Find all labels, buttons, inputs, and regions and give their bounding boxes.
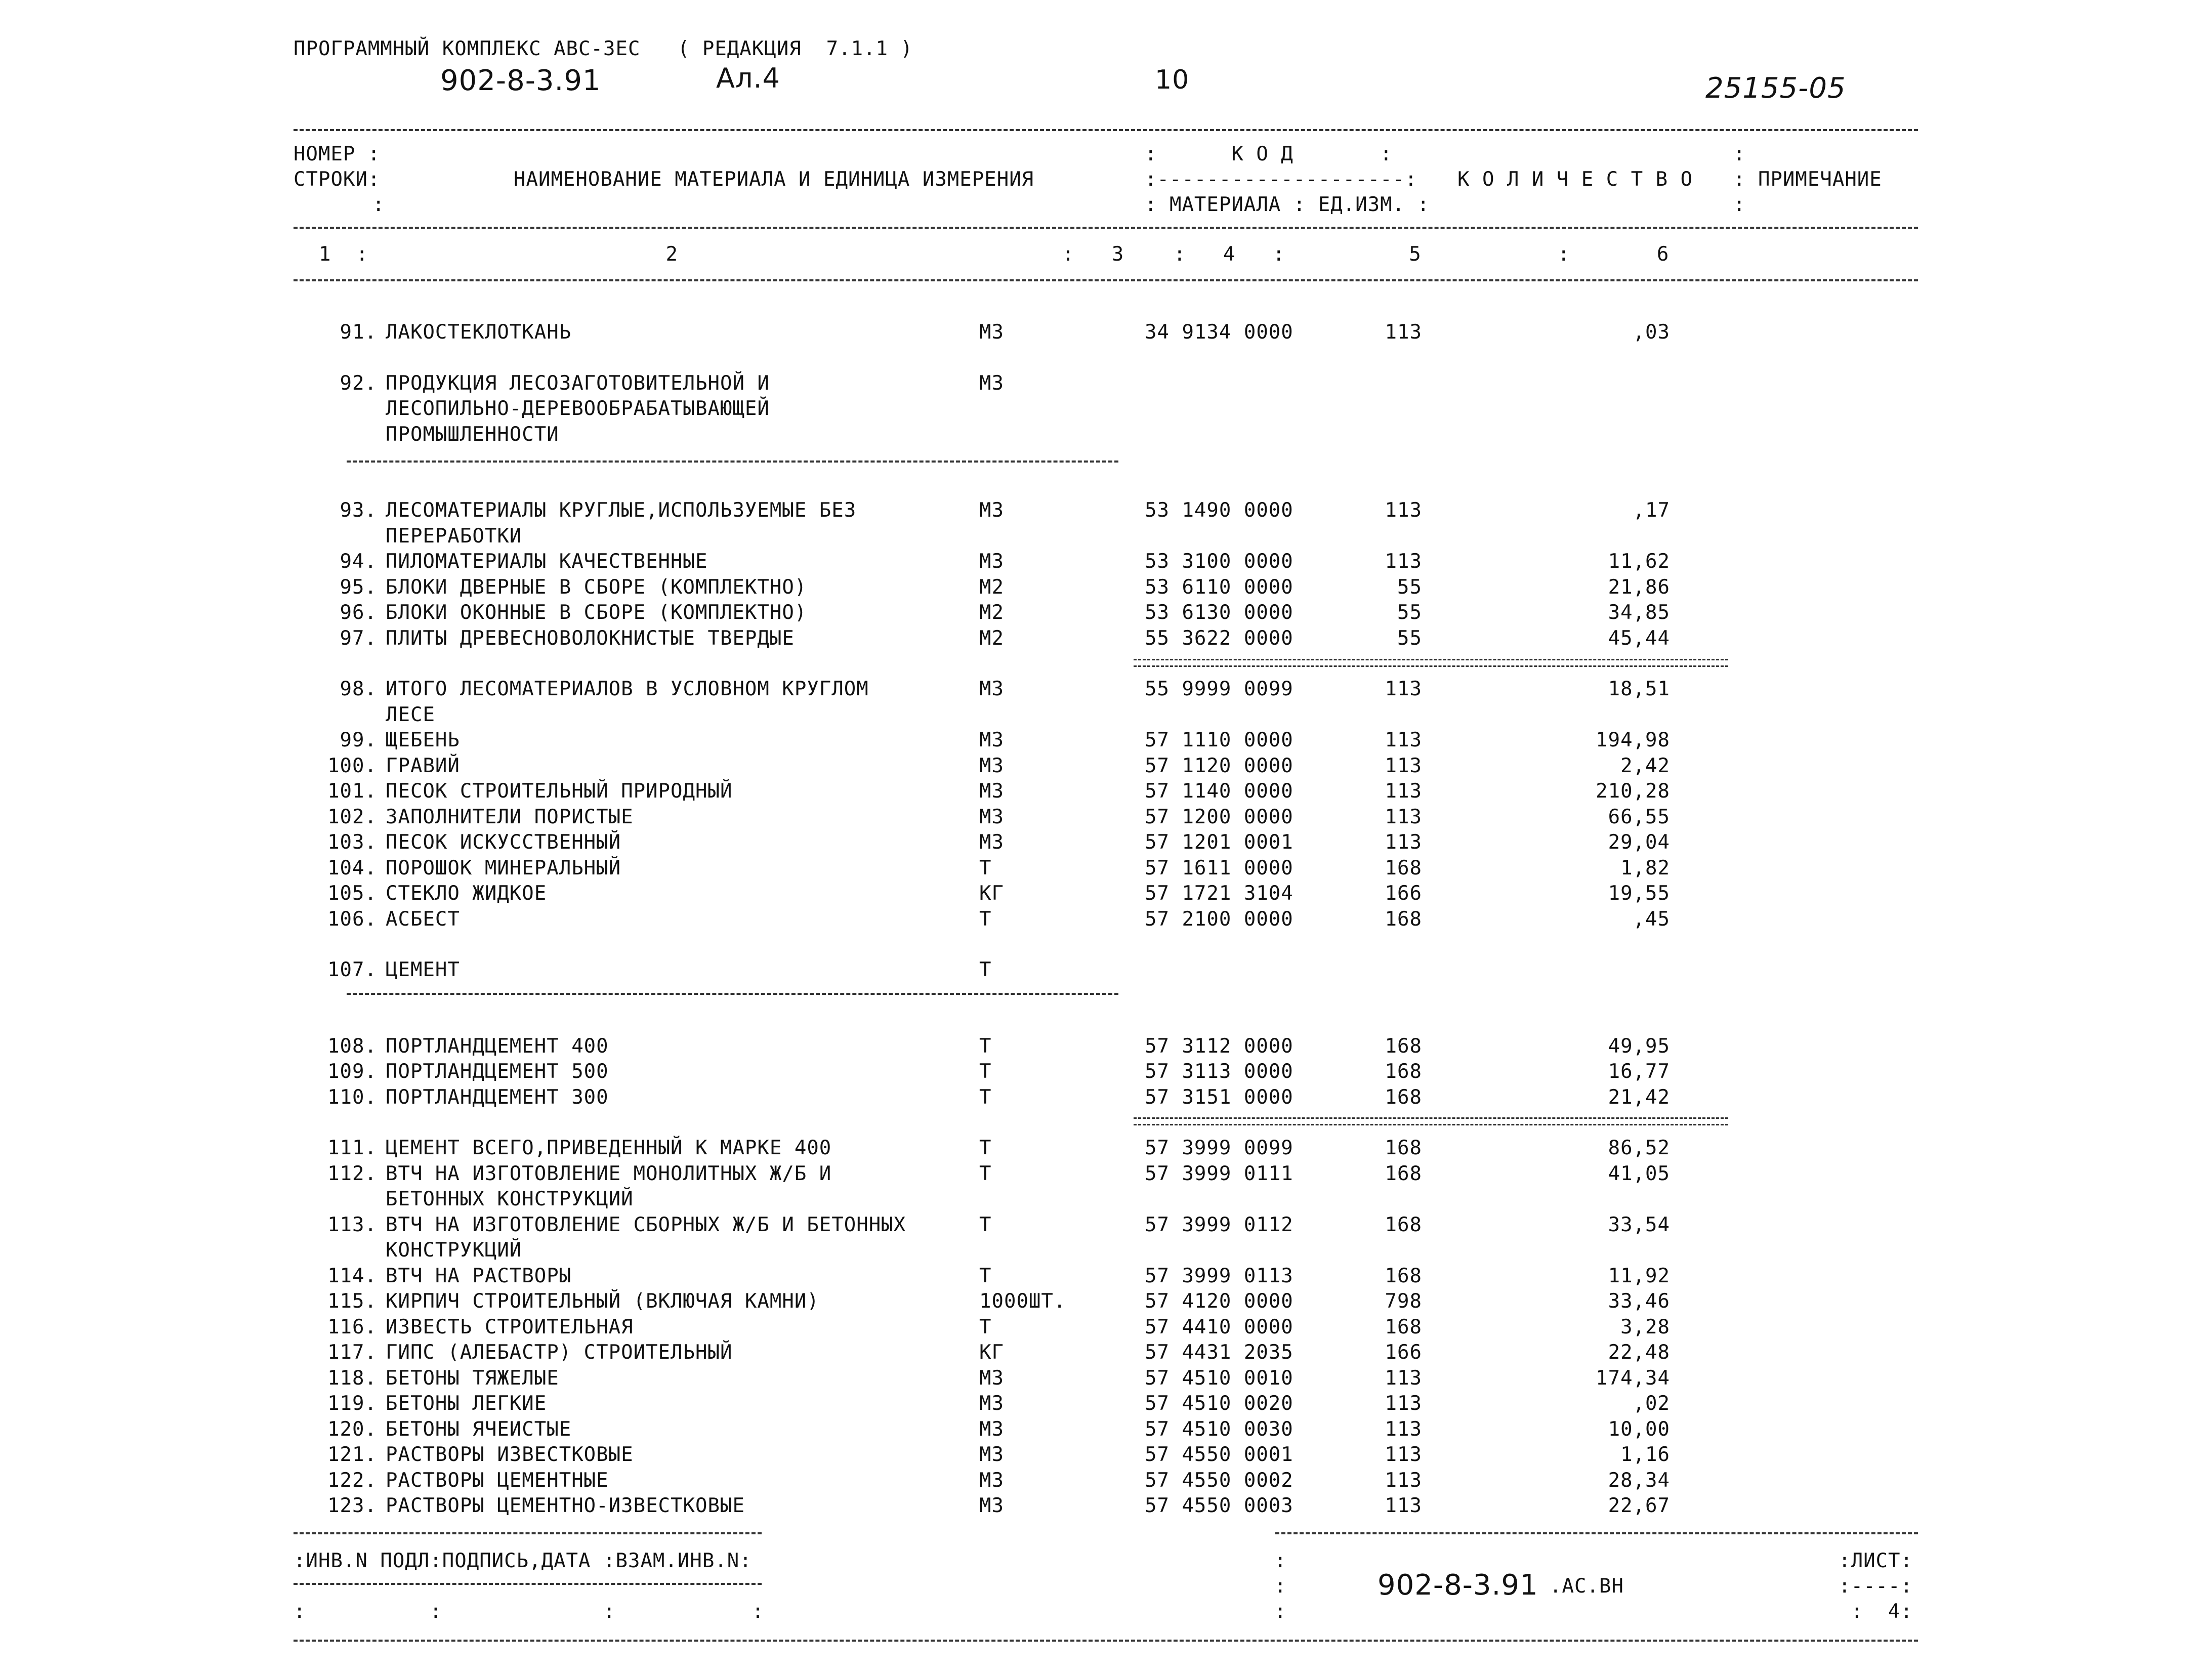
unit: Т (979, 1162, 992, 1185)
material-name: ЗАПОЛНИТЕЛИ ПОРИСТЫЕ (386, 805, 634, 828)
material-name: ПЕСОК СТРОИТЕЛЬНЫЙ ПРИРОДНЫЙ (386, 780, 733, 803)
unit-code: 168 (1385, 1264, 1422, 1287)
program-title: ПРОГРАММНЫЙ КОМПЛЕКС АВС-ЗЕС ( РЕДАКЦИЯ 7.1.1 ) (294, 37, 913, 60)
row-number: 104. (327, 856, 377, 880)
unit-code: 168 (1385, 1137, 1422, 1159)
unit: М3 (979, 780, 1004, 803)
row-number: 94. (340, 550, 377, 573)
material-name: ВТЧ НА ИЗГОТОВЛЕНИЕ СБОРНЫХ Ж/Б И БЕТОННЫХ (386, 1213, 906, 1236)
quantity: ,03 (1633, 321, 1670, 344)
unit-code: 113 (1385, 831, 1422, 854)
row-number: 106. (327, 907, 377, 931)
footer-right-top-rule (1275, 1532, 1918, 1534)
unit: М3 (979, 678, 1004, 700)
material-code: 53 6130 0000 (1145, 601, 1293, 624)
quantity: 18,51 (1608, 678, 1670, 700)
material-code: 57 4410 0000 (1145, 1315, 1293, 1338)
material-name: БЛОКИ ОКОННЫЕ В СБОРЕ (КОМПЛЕКТНО) (386, 601, 807, 624)
row-number: 96. (340, 601, 377, 624)
unit-code: 113 (1385, 1469, 1422, 1492)
material-name: ПИЛОМАТЕРИАЛЫ КАЧЕСТВЕННЫЕ (386, 550, 708, 573)
quantity: ,02 (1633, 1392, 1670, 1415)
material-name: ЛЕСЕ (386, 703, 435, 726)
section-rule (347, 461, 1118, 463)
material-code: 57 1201 0001 (1145, 831, 1293, 854)
material-code: 53 6110 0000 (1145, 575, 1293, 599)
material-code: 57 4431 2035 (1145, 1341, 1293, 1364)
quantity: 45,44 (1608, 626, 1670, 650)
quantity: 33,46 (1608, 1290, 1670, 1313)
row-number: 112. (327, 1162, 377, 1185)
quantity: 3,28 (1620, 1315, 1670, 1338)
unit: М3 (979, 831, 1004, 854)
unit-code: 168 (1385, 1034, 1422, 1058)
subtotal-double-rule (1134, 659, 1728, 667)
material-name: КОНСТРУКЦИЙ (386, 1239, 522, 1262)
material-name: ПРОМЫШЛЕННОСТИ (386, 423, 559, 446)
row-number: 91. (340, 321, 377, 344)
row-number: 101. (327, 780, 377, 803)
footer-doc-code-handwritten: 902-8-3.91 (1378, 1569, 1538, 1602)
material-name: ЦЕМЕНТ ВСЕГО,ПРИВЕДЕННЫЙ К МАРКЕ 400 (386, 1137, 832, 1159)
material-name: ЩЕБЕНЬ (386, 729, 460, 751)
material-name: РАСТВОРЫ ИЗВЕСТКОВЫЕ (386, 1443, 634, 1466)
material-code: 34 9134 0000 (1145, 321, 1293, 344)
quantity: 1,82 (1620, 856, 1670, 880)
unit: М3 (979, 1366, 1004, 1390)
quantity: 86,52 (1608, 1137, 1670, 1159)
unit: М3 (979, 1494, 1004, 1517)
quantity: 33,54 (1608, 1213, 1670, 1236)
material-code: 57 1110 0000 (1145, 729, 1293, 751)
quantity: 16,77 (1608, 1060, 1670, 1083)
unit: Т (979, 1213, 992, 1236)
section-rule (347, 993, 1118, 995)
code-header-line2: :--------------------: (1145, 168, 1417, 191)
material-name: ГИПС (АЛЕБАСТР) СТРОИТЕЛЬНЫЙ (386, 1341, 733, 1364)
footer-bottom-rule (294, 1640, 1918, 1642)
quantity: 1,16 (1620, 1443, 1670, 1466)
row-number: 99. (340, 729, 377, 751)
unit: М3 (979, 499, 1004, 522)
unit-code: 55 (1397, 601, 1422, 624)
stamp-number-handwritten: 25155-05 (1705, 72, 1846, 105)
material-code: 57 1721 3104 (1145, 882, 1293, 905)
quantity: 21,42 (1608, 1085, 1670, 1109)
row-number: 102. (327, 805, 377, 828)
unit: Т (979, 907, 992, 931)
code-header-line1: : К О Д : (1145, 143, 1393, 165)
material-code: 57 4510 0010 (1145, 1366, 1293, 1390)
row-number: 107. (327, 958, 377, 981)
row-number: 97. (340, 626, 377, 650)
material-name: ПОРТЛАНДЦЕМЕНТ 400 (386, 1034, 609, 1058)
material-code: 57 4550 0001 (1145, 1443, 1293, 1466)
unit: 1000ШТ. (979, 1290, 1066, 1313)
unit-code: 166 (1385, 1341, 1422, 1364)
material-code: 57 4510 0020 (1145, 1392, 1293, 1415)
unit: М3 (979, 1443, 1004, 1466)
material-name: ПРОДУКЦИЯ ЛЕСОЗАГОТОВИТЕЛЬНОЙ И (386, 371, 770, 395)
footer-left-top-rule (294, 1532, 762, 1534)
unit-code: 113 (1385, 1366, 1422, 1390)
unit-code: 166 (1385, 882, 1422, 905)
header-mid-rule (294, 227, 1918, 229)
material-code: 57 3151 0000 (1145, 1085, 1293, 1109)
page-number: 10 (1155, 65, 1190, 95)
unit: М3 (979, 729, 1004, 751)
album-handwritten: Ал.4 (716, 62, 780, 94)
unit-code: 55 (1397, 575, 1422, 599)
material-code: 57 4510 0030 (1145, 1417, 1293, 1441)
material-name: ИЗВЕСТЬ СТРОИТЕЛЬНАЯ (386, 1315, 634, 1338)
material-code: 57 3999 0112 (1145, 1213, 1293, 1236)
material-name: ГРАВИЙ (386, 754, 460, 777)
material-code: 57 2100 0000 (1145, 907, 1293, 931)
footer-left-mid-rule (294, 1583, 762, 1585)
sheet-separator: :----: (1839, 1575, 1913, 1598)
note-header-line3: : (1733, 193, 1746, 216)
row-number: 100. (327, 754, 377, 777)
material-name: ЛЕСОМАТЕРИАЛЫ КРУГЛЫЕ,ИСПОЛЬЗУЕМЫЕ БЕЗ (386, 499, 857, 522)
material-name: ИТОГО ЛЕСОМАТЕРИАЛОВ В УСЛОВНОМ КРУГЛОМ (386, 678, 869, 700)
unit: М3 (979, 321, 1004, 344)
sheet-label: :ЛИСТ: (1839, 1550, 1913, 1572)
material-name: БЕТОННЫХ КОНСТРУКЦИЙ (386, 1188, 634, 1210)
footer-colon: : (1274, 1550, 1287, 1572)
unit-code: 113 (1385, 1417, 1422, 1441)
quantity-header: К О Л И Ч Е С Т В О (1457, 168, 1693, 191)
header-bottom-rule (294, 279, 1918, 281)
row-number: 113. (327, 1213, 377, 1236)
row-number: 114. (327, 1264, 377, 1287)
material-name: ВТЧ НА ИЗГОТОВЛЕНИЕ МОНОЛИТНЫХ Ж/Б И (386, 1162, 832, 1185)
unit-code: 168 (1385, 1060, 1422, 1083)
unit-code: 168 (1385, 856, 1422, 880)
material-name: КИРПИЧ СТРОИТЕЛЬНЫЙ (ВКЛЮЧАЯ КАМНИ) (386, 1290, 819, 1313)
material-name: БЕТОНЫ ТЯЖЕЛЫЕ (386, 1366, 559, 1390)
row-number: 119. (327, 1392, 377, 1415)
unit: М2 (979, 575, 1004, 599)
material-code: 57 4550 0003 (1145, 1494, 1293, 1517)
material-code: 57 3999 0111 (1145, 1162, 1293, 1185)
unit: Т (979, 958, 992, 981)
unit: М3 (979, 1417, 1004, 1441)
unit-code: 113 (1385, 1392, 1422, 1415)
material-name: ПОРОШОК МИНЕРАЛЬНЫЙ (386, 856, 621, 880)
col2-header: НАИМЕНОВАНИЕ МАТЕРИАЛА И ЕДИНИЦА ИЗМЕРЕНИЯ (514, 168, 1034, 191)
material-name: ПЛИТЫ ДРЕВЕСНОВОЛОКНИСТЫЕ ТВЕРДЫЕ (386, 626, 795, 650)
row-number: 110. (327, 1085, 377, 1109)
material-code: 57 3999 0113 (1145, 1264, 1293, 1287)
unit: КГ (979, 1341, 1004, 1364)
col1-header-line1: НОМЕР : (294, 143, 381, 165)
quantity: 194,98 (1596, 729, 1670, 751)
unit-code: 55 (1397, 626, 1422, 650)
row-number: 122. (327, 1469, 377, 1492)
quantity: 210,28 (1596, 780, 1670, 803)
unit-code: 168 (1385, 1162, 1422, 1185)
quantity: 66,55 (1608, 805, 1670, 828)
unit: Т (979, 856, 992, 880)
material-code: 57 4550 0002 (1145, 1469, 1293, 1492)
row-number: 115. (327, 1290, 377, 1313)
quantity: 49,95 (1608, 1034, 1670, 1058)
unit-code: 113 (1385, 550, 1422, 573)
quantity: 41,05 (1608, 1162, 1670, 1185)
footer-signature-labels: :ИНВ.N ПОДЛ:ПОДПИСЬ,ДАТА :ВЗАМ.ИНВ.N: (294, 1550, 752, 1572)
row-number: 117. (327, 1341, 377, 1364)
unit-code: 113 (1385, 780, 1422, 803)
row-number: 123. (327, 1494, 377, 1517)
unit: Т (979, 1060, 992, 1083)
material-name: СТЕКЛО ЖИДКОЕ (386, 882, 547, 905)
material-code: 55 9999 0099 (1145, 678, 1293, 700)
material-name: ПЕРЕРАБОТКИ (386, 524, 522, 548)
note-header-line1: : (1733, 143, 1746, 165)
material-name: ВТЧ НА РАСТВОРЫ (386, 1264, 572, 1287)
quantity: 22,67 (1608, 1494, 1670, 1517)
project-code-handwritten: 902-8-3.91 (440, 64, 601, 97)
unit-code: 113 (1385, 321, 1422, 344)
material-name: ПЕСОК ИСКУССТВЕННЫЙ (386, 831, 621, 854)
unit-code: 113 (1385, 805, 1422, 828)
material-name: ПОРТЛАНДЦЕМЕНТ 500 (386, 1060, 609, 1083)
material-name: АСБЕСТ (386, 907, 460, 931)
quantity: 11,92 (1608, 1264, 1670, 1287)
row-number: 93. (340, 499, 377, 522)
unit-code: 113 (1385, 499, 1422, 522)
material-code: 53 3100 0000 (1145, 550, 1293, 573)
material-code: 57 3112 0000 (1145, 1034, 1293, 1058)
quantity: 28,34 (1608, 1469, 1670, 1492)
material-code: 57 1200 0000 (1145, 805, 1293, 828)
quantity: ,17 (1633, 499, 1670, 522)
unit: Т (979, 1264, 992, 1287)
unit: М3 (979, 1469, 1004, 1492)
sheet-number: : 4: (1851, 1600, 1913, 1623)
row-number: 111. (327, 1137, 377, 1159)
quantity: 34,85 (1608, 601, 1670, 624)
material-name: БЕТОНЫ ЛЕГКИЕ (386, 1392, 547, 1415)
column-numbers: 1 : 2 : 3 : 4 : 5 : 6 (319, 243, 1670, 266)
note-header-line2: : ПРИМЕЧАНИЕ (1733, 168, 1882, 191)
row-number: 98. (340, 678, 377, 700)
quantity: 2,42 (1620, 754, 1670, 777)
material-code: 57 4120 0000 (1145, 1290, 1293, 1313)
unit: Т (979, 1315, 992, 1338)
quantity: 19,55 (1608, 882, 1670, 905)
unit-code: 168 (1385, 1315, 1422, 1338)
quantity: 29,04 (1608, 831, 1670, 854)
material-name: ПОРТЛАНДЦЕМЕНТ 300 (386, 1085, 609, 1109)
unit-code: 168 (1385, 1213, 1422, 1236)
material-name: РАСТВОРЫ ЦЕМЕНТНЫЕ (386, 1469, 609, 1492)
unit: М3 (979, 371, 1004, 395)
row-number: 95. (340, 575, 377, 599)
unit-code: 113 (1385, 729, 1422, 751)
material-code: 53 1490 0000 (1145, 499, 1293, 522)
unit: КГ (979, 882, 1004, 905)
unit: Т (979, 1034, 992, 1058)
unit-code: 168 (1385, 907, 1422, 931)
row-number: 108. (327, 1034, 377, 1058)
unit-code: 113 (1385, 754, 1422, 777)
material-code: 57 1120 0000 (1145, 754, 1293, 777)
quantity: 174,34 (1596, 1366, 1670, 1390)
material-name: РАСТВОРЫ ЦЕМЕНТНО-ИЗВЕСТКОВЫЕ (386, 1494, 745, 1517)
code-header-line3: : МАТЕРИАЛА : ЕД.ИЗМ. : (1145, 193, 1430, 216)
row-number: 92. (340, 371, 377, 395)
unit: М2 (979, 601, 1004, 624)
quantity: 22,48 (1608, 1341, 1670, 1364)
unit-code: 798 (1385, 1290, 1422, 1313)
unit: М3 (979, 805, 1004, 828)
quantity: 10,00 (1608, 1417, 1670, 1441)
row-number: 116. (327, 1315, 377, 1338)
material-code: 57 1611 0000 (1145, 856, 1293, 880)
material-name: БЛОКИ ДВЕРНЫЕ В СБОРЕ (КОМПЛЕКТНО) (386, 575, 807, 599)
unit-code: 168 (1385, 1085, 1422, 1109)
row-number: 105. (327, 882, 377, 905)
unit-code: 113 (1385, 678, 1422, 700)
footer-doc-suffix: .АС.ВН (1550, 1575, 1624, 1598)
material-code: 57 3999 0099 (1145, 1137, 1293, 1159)
unit-code: 113 (1385, 1443, 1422, 1466)
unit: М2 (979, 626, 1004, 650)
unit-code: 113 (1385, 1494, 1422, 1517)
unit: М3 (979, 754, 1004, 777)
unit: Т (979, 1085, 992, 1109)
material-name: ЦЕМЕНТ (386, 958, 460, 981)
footer-signature-cells: : : : : (294, 1600, 765, 1623)
row-number: 121. (327, 1443, 377, 1466)
quantity: ,45 (1633, 907, 1670, 931)
col1-header-line3: : (372, 193, 385, 216)
row-number: 103. (327, 831, 377, 854)
quantity: 21,86 (1608, 575, 1670, 599)
row-number: 120. (327, 1417, 377, 1441)
material-name: БЕТОНЫ ЯЧЕИСТЫЕ (386, 1417, 572, 1441)
unit: Т (979, 1137, 992, 1159)
row-number: 118. (327, 1366, 377, 1390)
subtotal-double-rule (1134, 1117, 1728, 1125)
material-code: 57 1140 0000 (1145, 780, 1293, 803)
unit: М3 (979, 550, 1004, 573)
material-code: 55 3622 0000 (1145, 626, 1293, 650)
col1-header-line2: СТРОКИ: (294, 168, 381, 191)
quantity: 11,62 (1608, 550, 1670, 573)
header-top-rule (294, 129, 1918, 131)
material-code: 57 3113 0000 (1145, 1060, 1293, 1083)
unit: М3 (979, 1392, 1004, 1415)
footer-colon: : (1274, 1575, 1287, 1598)
material-name: ЛАКОСТЕКЛОТКАНЬ (386, 321, 572, 344)
row-number: 109. (327, 1060, 377, 1083)
footer-colon: : (1274, 1600, 1287, 1623)
material-name: ЛЕСОПИЛЬНО-ДЕРЕВООБРАБАТЫВАЮЩЕЙ (386, 397, 770, 420)
